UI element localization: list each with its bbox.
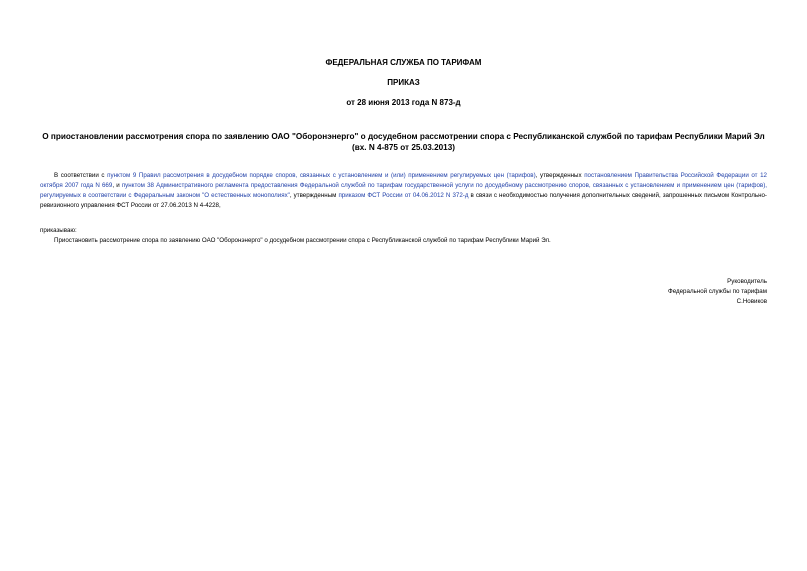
link-regulation-point-38[interactable]: пунктом 38 Административного регламента предоставления Федеральной службой по тарифам государственной услуги по досудебному рассмотрению споров, связанных с установлением и применением цен (тарифов), регулируемых в соответствии с Федеральным законом "О естественных монополиях" — [40, 182, 767, 199]
preamble-text: , утвержденным — [289, 192, 339, 199]
link-government-resolution-669[interactable]: постановлением Правительства Российской Федерации от 12 октября 2007 года N 669 — [40, 172, 767, 189]
decision-paragraph: Приостановить рассмотрение спора по заявлению ОАО "Оборонэнерго" о досудебном рассмотрении спора с Республиканской службой по тарифам Республики Марий Эл. — [54, 237, 551, 244]
signature-name: С.Новиков — [736, 298, 767, 305]
orders-label: приказываю: — [40, 227, 77, 234]
document-date-number: от 28 июня 2013 года N 873-д — [346, 98, 461, 107]
preamble-text: в связи с необходимостью получения дополнительных сведений, запрошенных письмом Контрольно-ревизионного управления ФСТ России от 27.06.2013 N 4-4228, — [40, 192, 767, 209]
document-title: О приостановлении рассмотрения спора по заявлению ОАО "Оборонэнерго" о досудебном рассмотрении спора с Республиканской службой по тарифам Республики Марий Эл (вх. N 4-875 от 25.03.2013) — [42, 132, 765, 152]
preamble-text: , утвержденных — [535, 172, 585, 179]
preamble-text: В соответствии с — [54, 172, 108, 179]
link-rules-point-9[interactable]: пунктом 9 Правил рассмотрения в досудебном порядке споров, связанных с установлением и (или) применением регулируемых цен (тарифов) — [107, 172, 536, 179]
preamble-text: , и — [112, 182, 122, 189]
signature-position: Руководитель — [727, 278, 767, 285]
preamble-paragraph — [40, 171, 767, 211]
agency-heading: ФЕДЕРАЛЬНАЯ СЛУЖБА ПО ТАРИФАМ — [325, 58, 482, 67]
document-type-heading: ПРИКАЗ — [387, 78, 420, 87]
signature-organization: Федеральной службы по тарифам — [668, 288, 767, 295]
link-fst-order-372[interactable]: приказом ФСТ России от 04.06.2012 N 372-д — [338, 192, 469, 199]
